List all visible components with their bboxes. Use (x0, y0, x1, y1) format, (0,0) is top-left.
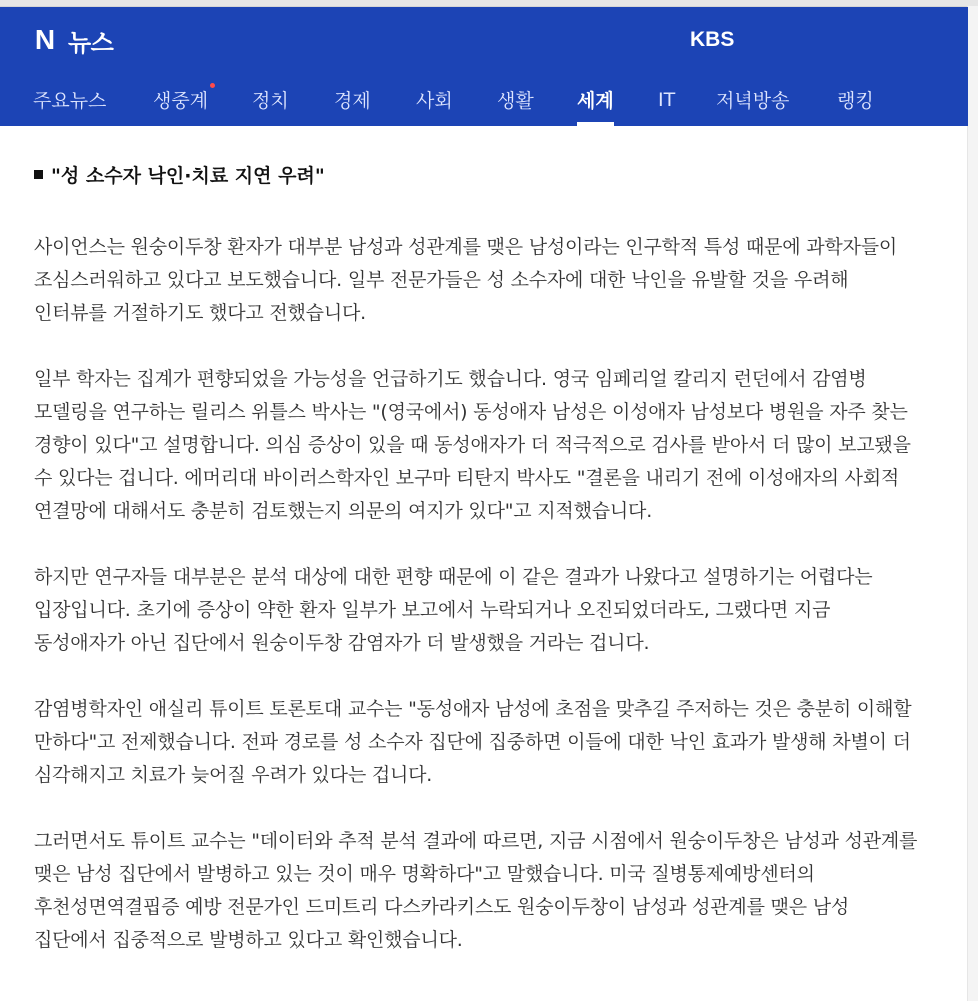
article-paragraph: 감염병학자인 애실리 튜이트 토론토대 교수는 "동성애자 남성에 초점을 맞추길 주저하는 것은 충분히 이해할 만하다"고 전제했습니다. 전파 경로를 성 소수자 집단에 집중하면 이들에 대한 낙인 효과가 발생해 차별이 더 심각해지고 치료가 늦어질 우려가 있다는 겁니다. (34, 698, 912, 786)
tab-life[interactable] (497, 73, 534, 126)
tab-label: IT (658, 88, 676, 111)
article-paragraph: 일부 학자는 집계가 편향되었을 가능성을 언급하기도 했습니다. 영국 임페리얼 칼리지 런던에서 감염병 모델링을 연구하는 릴리스 위틀스 박사는 "(영국에서) 동성애자 남성은 이성애자 남성보다 병원을 자주 찾는 경향이 있다"고 설명합니다. 의심 증상이 있을 때 동성애자가 더 적극적으로 검사를 받아서 더 많이 보고됐을 수 있다는 겁니다. 에머리대 바이러스학자인 보구마 티탄지 박사도 "결론을 내리기 전에 이성애자의 사회적 연결망에 대해서도 충분히 검토했는지 의문의 여지가 있다"고 지적했습니다. (34, 368, 911, 522)
bullet-square-icon (34, 170, 43, 179)
naver-logo-icon[interactable]: N (34, 24, 56, 55)
article-paragraph: 사이언스는 원숭이두창 환자가 대부분 남성과 성관계를 맺은 남성이라는 인구학적 특성 때문에 과학자들이 조심스러워하고 있다고 보도했습니다. 일부 전문가들은 성 소수자에 대한 낙인을 유발할 것을 우려해 인터뷰를 거절하기도 했다고 전했습니다. (34, 236, 898, 324)
scrollbar[interactable] (967, 6, 978, 1001)
tab-label: 랭킹 (837, 90, 874, 112)
tab-label: 주요뉴스 (33, 90, 107, 112)
tab-ranking[interactable] (837, 73, 874, 126)
tab-society[interactable] (416, 73, 453, 126)
tab-world[interactable] (577, 73, 614, 126)
tab-label: 생중계 (153, 90, 209, 112)
tab-main-news[interactable] (33, 73, 106, 126)
article-paragraph: 하지만 연구자들 대부분은 분석 대상에 대한 편향 때문에 이 같은 결과가 나왔다고 설명하기는 어렵다는 입장입니다. 초기에 증상이 약한 환자 일부가 보고에서 누락되거나 오진되었더라도, 그랬다면 지금 동성애자가 아닌 집단에서 원숭이두창 감염자가 더 발생했을 거라는 겁니다. (34, 566, 873, 654)
tab-politics[interactable] (252, 73, 289, 126)
tab-label: 세계 (577, 90, 614, 112)
tab-economy[interactable] (334, 73, 371, 126)
tab-it[interactable] (658, 73, 675, 126)
tab-label: 생활 (497, 90, 534, 112)
tab-live[interactable] (153, 73, 208, 126)
subheading-text: "성 소수자 낙인·치료 지연 우려" (51, 165, 325, 187)
live-indicator-dot (210, 83, 215, 88)
section-tabs (0, 73, 968, 126)
article-subheading (34, 161, 924, 188)
news-service-title[interactable]: 뉴스 (68, 28, 114, 57)
browser-top-strip (0, 0, 978, 7)
article-body (0, 161, 924, 957)
tab-label: 사회 (416, 90, 453, 112)
tab-label: 저녁방송 (716, 90, 790, 112)
page (0, 7, 968, 1001)
press-name[interactable]: KBS (690, 28, 735, 51)
tab-evening-broadcast[interactable] (716, 73, 789, 126)
article-paragraph: 그러면서도 튜이트 교수는 "데이터와 추적 분석 결과에 따르면, 지금 시점에서 원숭이두창은 남성과 성관계를 맺은 남성 집단에서 발병하고 있는 것이 매우 명확하다"고 말했습니다. 미국 질병통제예방센터의 후천성면역결핍증 예방 전문가인 드미트리 다스카라키스도 원숭이두창이 남성과 성관계를 맺은 남성 집단에서 집중적으로 발병하고 있다고 확인했습니다. (34, 830, 918, 951)
tab-label: 정치 (252, 90, 289, 112)
brand-row (0, 7, 968, 73)
tab-label: 경제 (334, 90, 371, 112)
site-header (0, 7, 968, 126)
